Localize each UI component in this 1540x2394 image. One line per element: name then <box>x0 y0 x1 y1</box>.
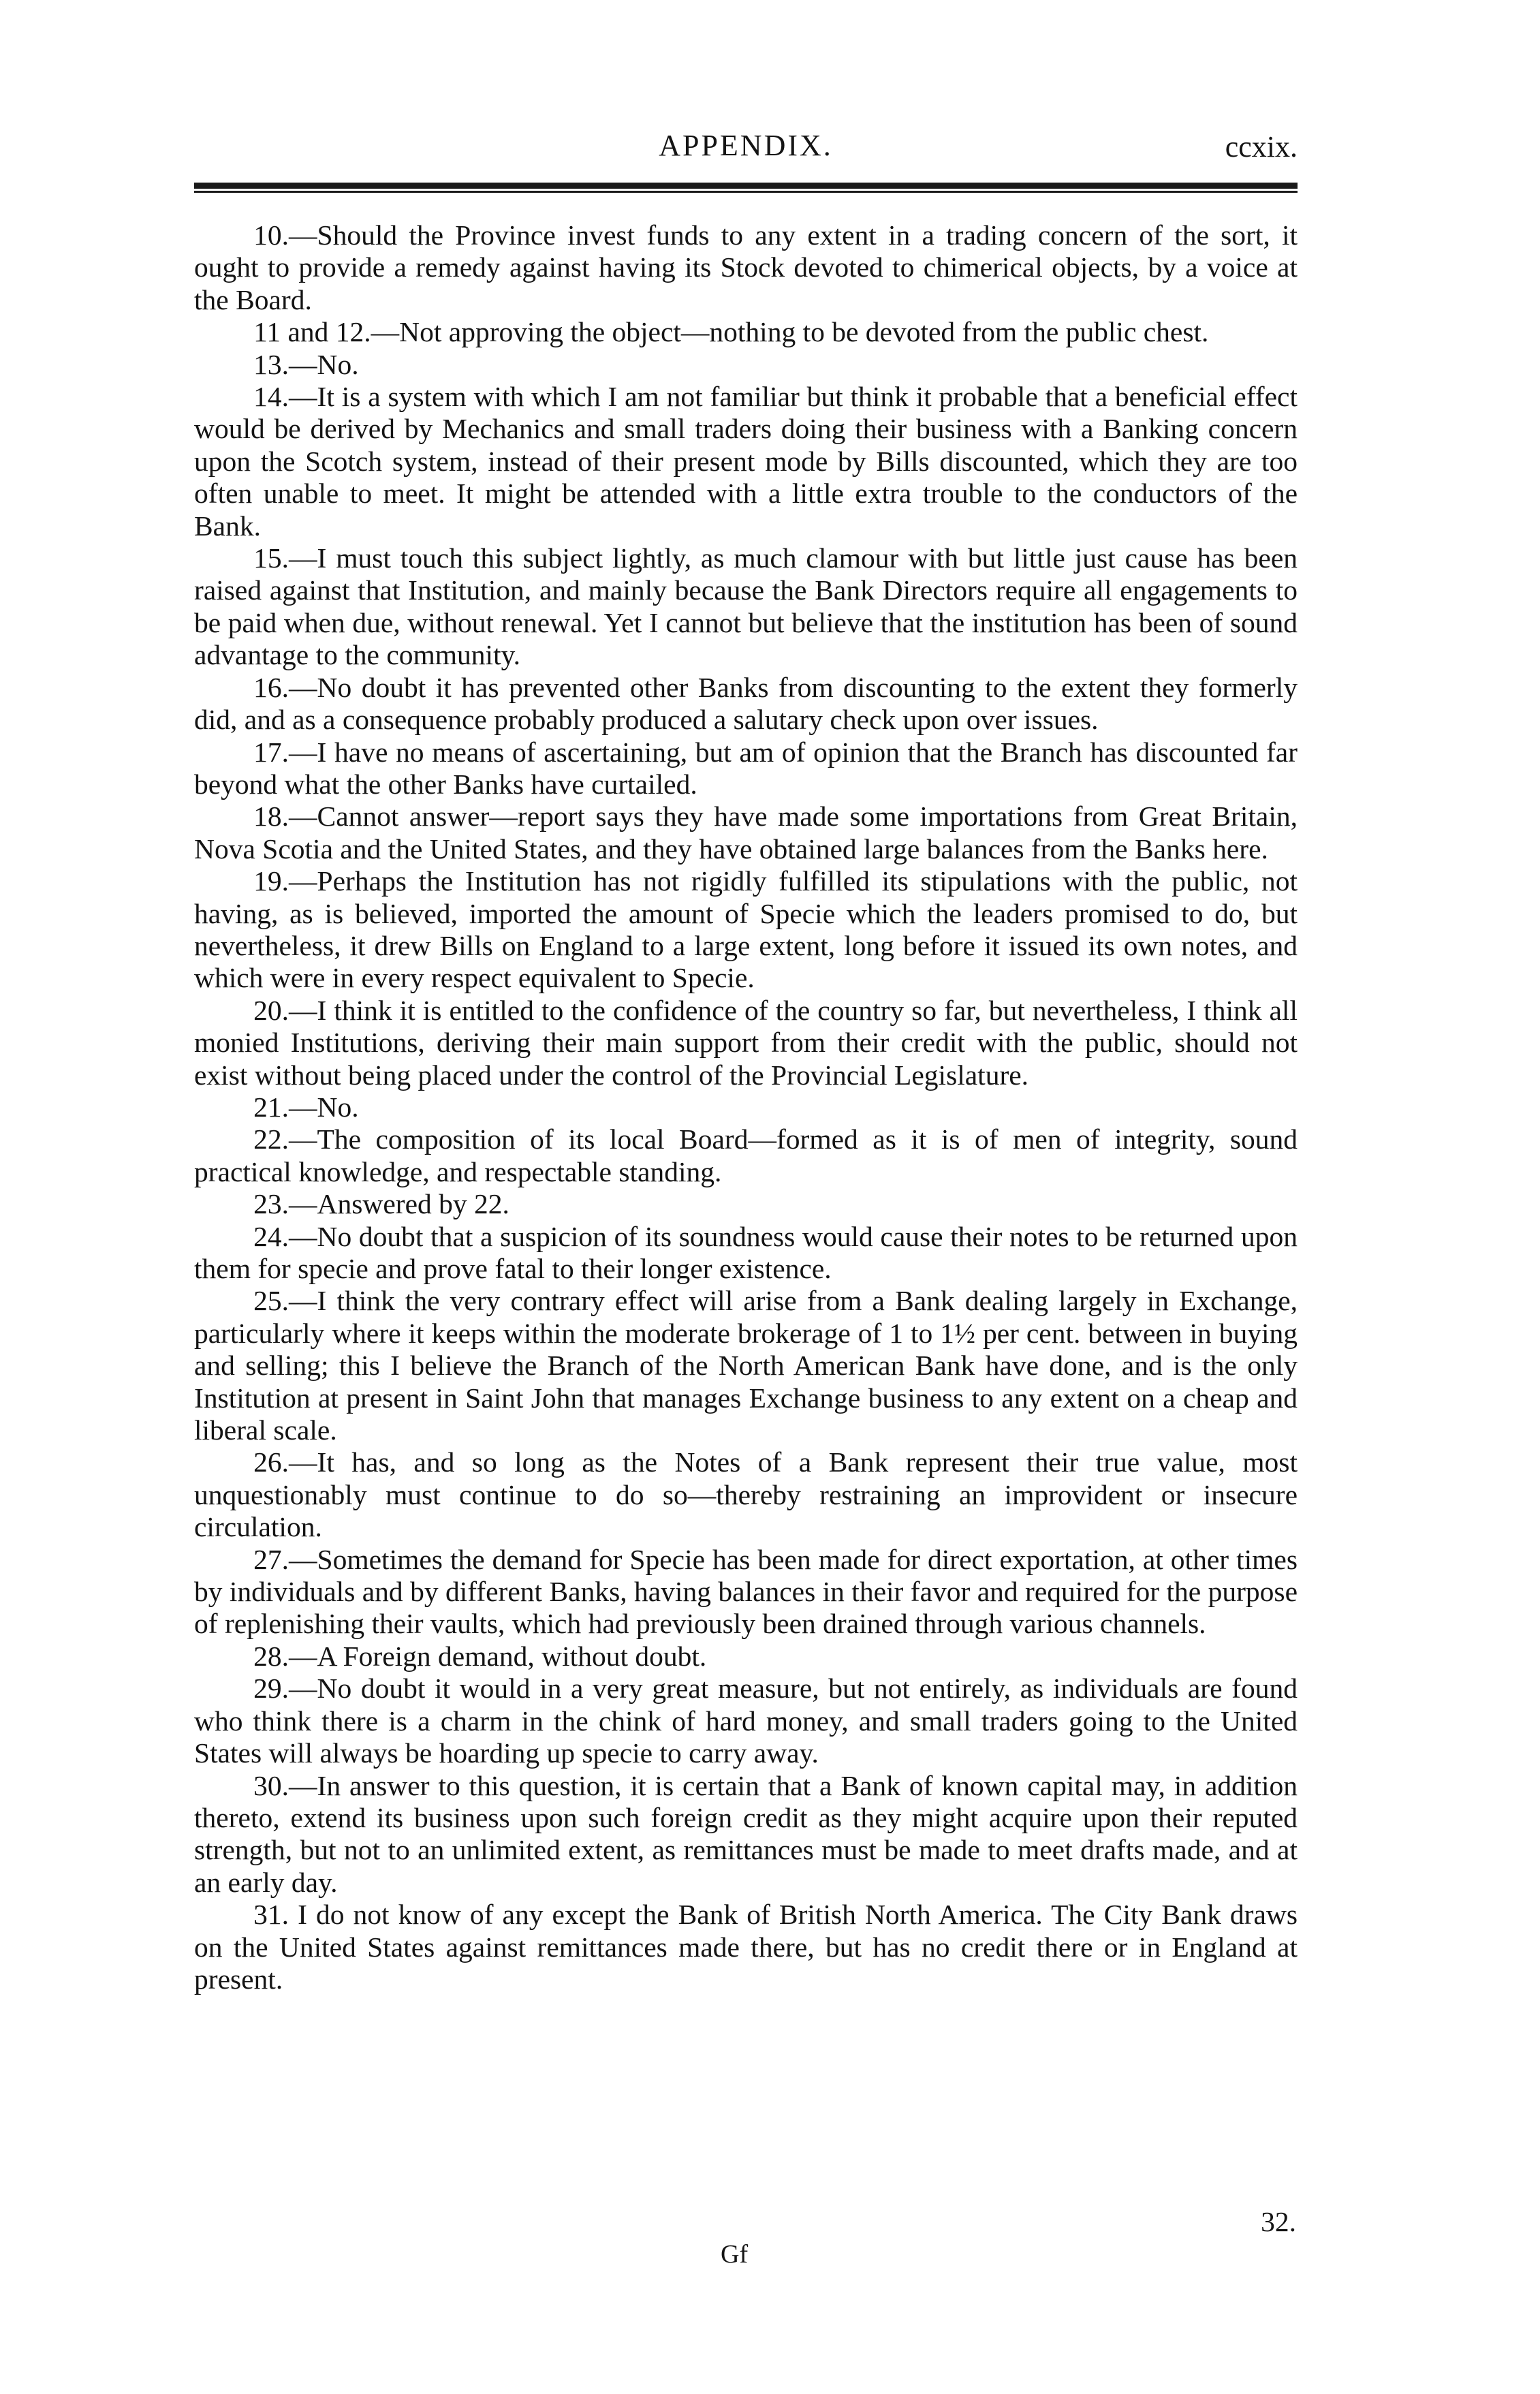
answer-25: 25.—I think the very contrary effect will arise from a Bank dealing largely in Exchange, particularly where it keeps within the moderate brokerage of 1 to 1½ per cent. between in buying and selling; this I believe the Branch of the North American Bank have done, and is the only Institution at present in Saint John that manages Exchange business to any extent on a cheap and liberal scale. <box>194 1285 1298 1446</box>
answer-23: 23.—Answered by 22. <box>253 1188 509 1220</box>
answer-17: 17.—I have no means of ascertaining, but am of opinion that the Branch has discounted far beyond what the other Banks have curtailed. <box>194 736 1298 800</box>
answer-19: 19.—Perhaps the Institution has not rigidly fulfilled its stipulations with the public, not having, as is believed, imported the amount of Specie which the leaders promised to do, but nevertheless, it drew Bills on England to a large extent, long before it issued its own notes, and which were in every respect equivalent to Specie. <box>194 865 1298 994</box>
answer-21: 21.—No. <box>253 1091 359 1123</box>
running-header <box>194 128 1298 169</box>
page-title: APPENDIX. <box>659 129 833 162</box>
answer-15: 15.—I must touch this subject lightly, as much clamour with but little just cause has been raised against that Institution, and mainly because the Bank Directors require all engagements to be paid when due, without renewal. Yet I cannot but believe that the institution has been of sound advantage to the community. <box>194 542 1298 671</box>
catchword: 32. <box>1261 2206 1296 2237</box>
answer-26: 26.—It has, and so long as the Notes of a Bank represent their true value, most unquestionably must continue to do so—thereby restraining an improvident or insecure circulation. <box>194 1446 1298 1543</box>
answer-24: 24.—No doubt that a suspicion of its soundness would cause their notes to be returned upon them for specie and prove fatal to their longer existence. <box>194 1220 1298 1284</box>
answer-22: 22.—The composition of its local Board—formed as it is of men of integrity, sound practical knowledge, and respectable standing. <box>194 1123 1298 1187</box>
answer-28: 28.—A Foreign demand, without doubt. <box>253 1640 707 1672</box>
footer-line <box>194 2205 1298 2239</box>
header-rule-thin <box>194 191 1298 193</box>
answer-18: 18.—Cannot answer—report says they have made some importations from Great Britain, Nova Scotia and the United States, and they have obtained large balances from the Banks here. <box>194 800 1298 865</box>
answer-27: 27.—Sometimes the demand for Specie has been made for direct exportation, at other times by individuals and by different Banks, having balances in their favor and required for the purpose of replenishing their vaults, which had previously been drained through various channels. <box>194 1543 1298 1640</box>
header-rule-thick <box>194 183 1298 189</box>
page-number: ccxix. <box>1225 130 1298 164</box>
answer-30: 30.—In answer to this question, it is certain that a Bank of known capital may, in addition thereto, extend its business upon such foreign credit as they might acquire upon their reputed strength, but not to an unlimited extent, as remittances must be made to meet drafts made, and at an early day. <box>194 1769 1298 1898</box>
body-text <box>194 219 1298 1995</box>
header-rule <box>194 183 1298 193</box>
answer-11-12: 11 and 12.—Not approving the object—nothing to be devoted from the public chest. <box>253 316 1209 348</box>
answer-29: 29.—No doubt it would in a very great measure, but not entirely, as individuals are found who think there is a charm in the chink of hard money, and small traders going to the United States will always be hoarding up specie to carry away. <box>194 1673 1298 1769</box>
signature-mark: Gf <box>721 2240 749 2269</box>
answer-10: 10.—Should the Province invest funds to any extent in a trading concern of the sort, it ought to provide a remedy against having its Stock devoted to chimerical objects, by a voice at the Board. <box>194 219 1298 315</box>
answer-31: 31. I do not know of any except the Bank of British North America. The City Bank draws on the United States against remittances made there, but has no credit there or in England at present. <box>194 1899 1298 1995</box>
answer-20: 20.—I think it is entitled to the confidence of the country so far, but nevertheless, I think all monied Institutions, deriving their main support from their credit with the public, should not exist without being placed under the control of the Provincial Legislature. <box>194 994 1298 1091</box>
answer-13: 13.—No. <box>253 348 359 380</box>
answer-14: 14.—It is a system with which I am not familiar but think it probable that a beneficial effect would be derived by Mechanics and small traders doing their business with a Banking concern upon the Scotch system, instead of their present mode by Bills discounted, which they are too often unable to meet. It might be attended with a little extra trouble to the conductors of the Bank. <box>194 381 1298 542</box>
answer-16: 16.—No doubt it has prevented other Banks from discounting to the extent they formerly did, and as a consequence probably produced a salutary check upon over issues. <box>194 671 1298 736</box>
